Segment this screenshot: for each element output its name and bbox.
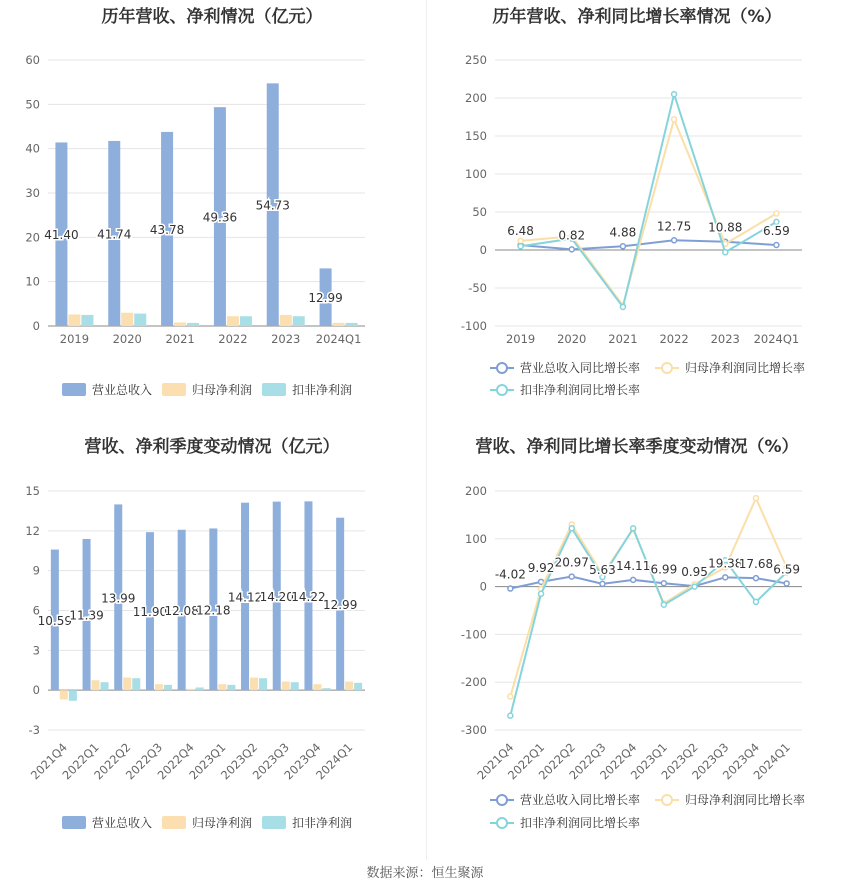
bar bbox=[174, 322, 186, 326]
legend-swatch-marker bbox=[497, 795, 507, 805]
x-tick-label: 2023Q3 bbox=[249, 740, 292, 783]
data-point bbox=[774, 242, 779, 247]
y-tick-label: 12 bbox=[25, 523, 40, 538]
x-tick-label: 2021Q4 bbox=[474, 740, 517, 783]
data-point bbox=[672, 92, 677, 97]
x-tick-label: 2020 bbox=[557, 332, 587, 346]
bar bbox=[345, 682, 353, 691]
legend-swatch-marker bbox=[662, 363, 672, 373]
data-label: 41.74 bbox=[97, 227, 132, 242]
data-point bbox=[508, 694, 513, 699]
bar bbox=[123, 678, 131, 691]
y-tick-label: 30 bbox=[25, 186, 40, 200]
data-label: 5.63 bbox=[589, 562, 616, 577]
data-label: 6.48 bbox=[507, 224, 534, 239]
data-label: 54.73 bbox=[255, 198, 290, 213]
legend-label: 营业总收入同比增长率 bbox=[520, 361, 641, 375]
bar bbox=[164, 685, 172, 690]
bar bbox=[227, 685, 235, 690]
series-line bbox=[521, 94, 777, 307]
data-point bbox=[753, 496, 758, 501]
data-point bbox=[508, 713, 513, 718]
data-point bbox=[600, 581, 605, 586]
annual-growth-panel bbox=[425, 0, 850, 420]
y-tick-label: 0 bbox=[32, 683, 40, 698]
bar bbox=[68, 314, 80, 326]
x-tick-label: 2023Q4 bbox=[719, 740, 763, 783]
data-point bbox=[569, 526, 574, 531]
bar bbox=[259, 678, 267, 690]
legend-swatch bbox=[162, 816, 186, 829]
bar bbox=[250, 678, 258, 691]
x-tick-label: 2024Q1 bbox=[313, 740, 356, 783]
data-point bbox=[620, 305, 625, 310]
data-label: 12.75 bbox=[656, 219, 692, 234]
data-point bbox=[518, 238, 523, 243]
legend-swatch bbox=[262, 383, 286, 396]
bar bbox=[293, 316, 305, 326]
x-tick-label: 2023Q2 bbox=[658, 740, 701, 783]
bar bbox=[187, 689, 195, 690]
data-point bbox=[661, 581, 666, 586]
chart-title: 营收、净利季度变动情况（亿元） bbox=[84, 437, 340, 457]
bar bbox=[218, 684, 226, 690]
bar bbox=[155, 684, 163, 690]
x-tick-label: 2019 bbox=[59, 332, 90, 346]
legend-swatch-marker bbox=[497, 818, 507, 828]
y-tick-label: 100 bbox=[465, 167, 487, 181]
y-tick-label: 6 bbox=[32, 603, 40, 618]
y-tick-label: 60 bbox=[25, 53, 40, 67]
data-label: 13.99 bbox=[101, 591, 136, 606]
x-tick-label: 2020 bbox=[112, 332, 142, 346]
y-tick-label: 40 bbox=[25, 141, 40, 156]
legend-swatch-marker bbox=[497, 363, 507, 373]
bar bbox=[333, 323, 345, 326]
data-point bbox=[723, 250, 728, 255]
bar bbox=[92, 680, 100, 690]
bar bbox=[282, 682, 290, 691]
x-tick-label: 2022Q1 bbox=[59, 740, 102, 783]
data-label: 14.12 bbox=[227, 590, 263, 605]
x-tick-label: 2022Q3 bbox=[566, 740, 609, 783]
x-tick-label: 2023Q1 bbox=[627, 740, 670, 783]
y-tick-label: 20 bbox=[25, 230, 40, 245]
quarter-growth-chart bbox=[425, 430, 850, 860]
x-tick-label: 2021 bbox=[608, 332, 638, 346]
bar bbox=[291, 682, 299, 690]
x-tick-label: 2022 bbox=[659, 332, 689, 346]
chart-title: 历年营收、净利同比增长率情况（%） bbox=[492, 7, 782, 27]
bar bbox=[132, 678, 140, 690]
data-label: 12.18 bbox=[196, 603, 231, 618]
data-label: 14.11 bbox=[615, 558, 651, 573]
y-tick-label: -50 bbox=[468, 281, 487, 295]
data-point bbox=[753, 576, 758, 581]
data-label: 0.95 bbox=[681, 565, 708, 580]
y-tick-label: 150 bbox=[465, 129, 487, 143]
data-label: 43.78 bbox=[149, 222, 185, 237]
bar bbox=[121, 313, 133, 326]
data-label: 6.59 bbox=[773, 562, 801, 577]
y-tick-label: -100 bbox=[460, 319, 487, 333]
legend-swatch-marker bbox=[497, 385, 507, 395]
data-label: 14.22 bbox=[291, 589, 326, 604]
chart-title: 历年营收、净利情况（亿元） bbox=[101, 7, 323, 27]
y-tick-label: 200 bbox=[465, 91, 487, 105]
y-tick-label: 0 bbox=[32, 319, 40, 333]
y-tick-label: 9 bbox=[32, 563, 40, 578]
data-label: 0.82 bbox=[558, 228, 586, 243]
x-tick-label: 2022Q1 bbox=[504, 740, 548, 783]
data-point bbox=[753, 599, 758, 604]
y-tick-label: 0 bbox=[479, 579, 487, 594]
data-label: 49.36 bbox=[202, 210, 238, 225]
data-label: 10.88 bbox=[708, 220, 743, 235]
data-source: 数据来源：恒生聚源 bbox=[366, 866, 484, 881]
bar bbox=[134, 314, 146, 326]
data-label: 12.99 bbox=[322, 597, 358, 612]
legend-label: 扣非净利润 bbox=[292, 816, 353, 830]
x-tick-label: 2022Q4 bbox=[154, 740, 197, 783]
y-tick-label: 10 bbox=[25, 274, 40, 289]
legend-label: 营业总收入同比增长率 bbox=[520, 793, 641, 807]
bar bbox=[280, 315, 292, 326]
series-line bbox=[510, 498, 786, 696]
bar bbox=[187, 323, 199, 326]
bar bbox=[354, 683, 362, 690]
data-point bbox=[672, 238, 677, 243]
x-tick-label: 2023Q3 bbox=[689, 740, 732, 783]
legend-label: 扣非净利润 bbox=[292, 383, 353, 397]
y-tick-label: 15 bbox=[25, 484, 40, 498]
legend-swatch bbox=[62, 383, 86, 396]
chart-title: 营收、净利同比增长率季度变动情况（%） bbox=[475, 437, 799, 457]
data-label: 11.90 bbox=[132, 605, 168, 620]
bar bbox=[196, 688, 204, 691]
data-label: 12.08 bbox=[164, 603, 199, 618]
x-tick-label: 2023Q4 bbox=[281, 740, 324, 783]
legend-label: 营业总收入 bbox=[92, 383, 153, 397]
x-tick-label: 2022Q3 bbox=[122, 740, 166, 783]
x-tick-label: 2022Q2 bbox=[91, 740, 134, 783]
data-point bbox=[569, 574, 574, 579]
data-label: 20.97 bbox=[554, 555, 589, 570]
bar bbox=[346, 323, 358, 326]
y-tick-label: 250 bbox=[465, 53, 487, 67]
legend-label: 扣非净利润同比增长率 bbox=[520, 816, 641, 830]
data-point bbox=[620, 244, 625, 249]
legend-swatch bbox=[162, 383, 186, 396]
bar bbox=[101, 682, 109, 690]
legend-label: 营业总收入 bbox=[92, 816, 153, 830]
data-label: 10.59 bbox=[37, 613, 73, 628]
y-tick-label: 50 bbox=[25, 97, 40, 112]
data-point bbox=[672, 117, 677, 122]
x-tick-label: 2023 bbox=[710, 332, 740, 346]
legend-swatch bbox=[262, 816, 286, 829]
data-point bbox=[723, 575, 728, 580]
bar bbox=[227, 316, 239, 326]
x-tick-label: 2023Q2 bbox=[217, 740, 261, 783]
bar bbox=[69, 690, 77, 701]
data-point bbox=[508, 586, 513, 591]
data-point bbox=[569, 247, 574, 252]
legend-label: 归母净利润 bbox=[192, 383, 253, 397]
x-tick-label: 2023Q1 bbox=[186, 740, 229, 783]
quarter-amount-chart bbox=[0, 430, 425, 860]
data-point bbox=[539, 591, 544, 596]
data-point bbox=[692, 584, 697, 589]
x-tick-label: 2024Q1 bbox=[750, 740, 793, 783]
data-label: -4.02 bbox=[494, 567, 526, 582]
y-tick-label: 0 bbox=[479, 243, 487, 257]
x-tick-label: 2021 bbox=[165, 332, 195, 346]
x-tick-label: 2023 bbox=[271, 332, 301, 346]
x-tick-label: 2022Q4 bbox=[597, 740, 640, 783]
y-tick-label: -300 bbox=[460, 723, 487, 737]
data-label: 4.88 bbox=[609, 225, 637, 240]
legend-label: 扣非净利润同比增长率 bbox=[520, 383, 641, 397]
data-label: 11.39 bbox=[69, 608, 104, 623]
legend-label: 归母净利润同比增长率 bbox=[685, 793, 806, 807]
bar bbox=[81, 315, 93, 326]
y-tick-label: -100 bbox=[460, 627, 487, 642]
quarter-growth-panel bbox=[425, 430, 850, 860]
x-tick-label: 2022Q2 bbox=[535, 740, 578, 783]
y-tick-label: 100 bbox=[465, 531, 487, 546]
legend-label: 归母净利润同比增长率 bbox=[685, 361, 806, 375]
data-point bbox=[774, 211, 779, 216]
annual-growth-chart bbox=[425, 0, 850, 420]
data-label: 6.99 bbox=[650, 562, 678, 577]
data-point bbox=[661, 602, 666, 607]
bar bbox=[240, 316, 252, 326]
y-tick-label: 50 bbox=[472, 205, 487, 219]
bar bbox=[313, 684, 321, 690]
x-tick-label: 2019 bbox=[505, 332, 536, 346]
data-label: 9.92 bbox=[527, 560, 555, 575]
bar bbox=[60, 690, 68, 699]
bar bbox=[322, 688, 330, 690]
legend-label: 归母净利润 bbox=[192, 816, 253, 830]
y-tick-label: -3 bbox=[28, 723, 40, 737]
legend-swatch bbox=[62, 816, 86, 829]
x-tick-label: 2024Q1 bbox=[753, 332, 800, 346]
quarter-amount-panel bbox=[0, 430, 425, 860]
legend-swatch-marker bbox=[662, 795, 672, 805]
y-tick-label: -200 bbox=[460, 675, 487, 690]
data-point bbox=[631, 526, 636, 531]
data-point bbox=[784, 581, 789, 586]
data-label: 41.40 bbox=[44, 228, 79, 243]
y-tick-label: 200 bbox=[465, 484, 487, 498]
data-label: 12.99 bbox=[308, 291, 343, 306]
annual-amount-panel bbox=[0, 0, 425, 420]
data-label: 19.38 bbox=[708, 556, 743, 571]
annual-amount-chart bbox=[0, 0, 425, 420]
data-point bbox=[518, 244, 523, 249]
x-tick-label: 2024Q1 bbox=[315, 332, 362, 346]
data-label: 6.59 bbox=[763, 223, 790, 238]
x-tick-label: 2021Q4 bbox=[27, 740, 70, 783]
y-tick-label: 3 bbox=[32, 643, 40, 658]
data-label: 17.68 bbox=[738, 557, 774, 572]
x-tick-label: 2022 bbox=[218, 332, 248, 346]
data-label: 14.20 bbox=[259, 589, 294, 604]
data-point bbox=[631, 577, 636, 582]
